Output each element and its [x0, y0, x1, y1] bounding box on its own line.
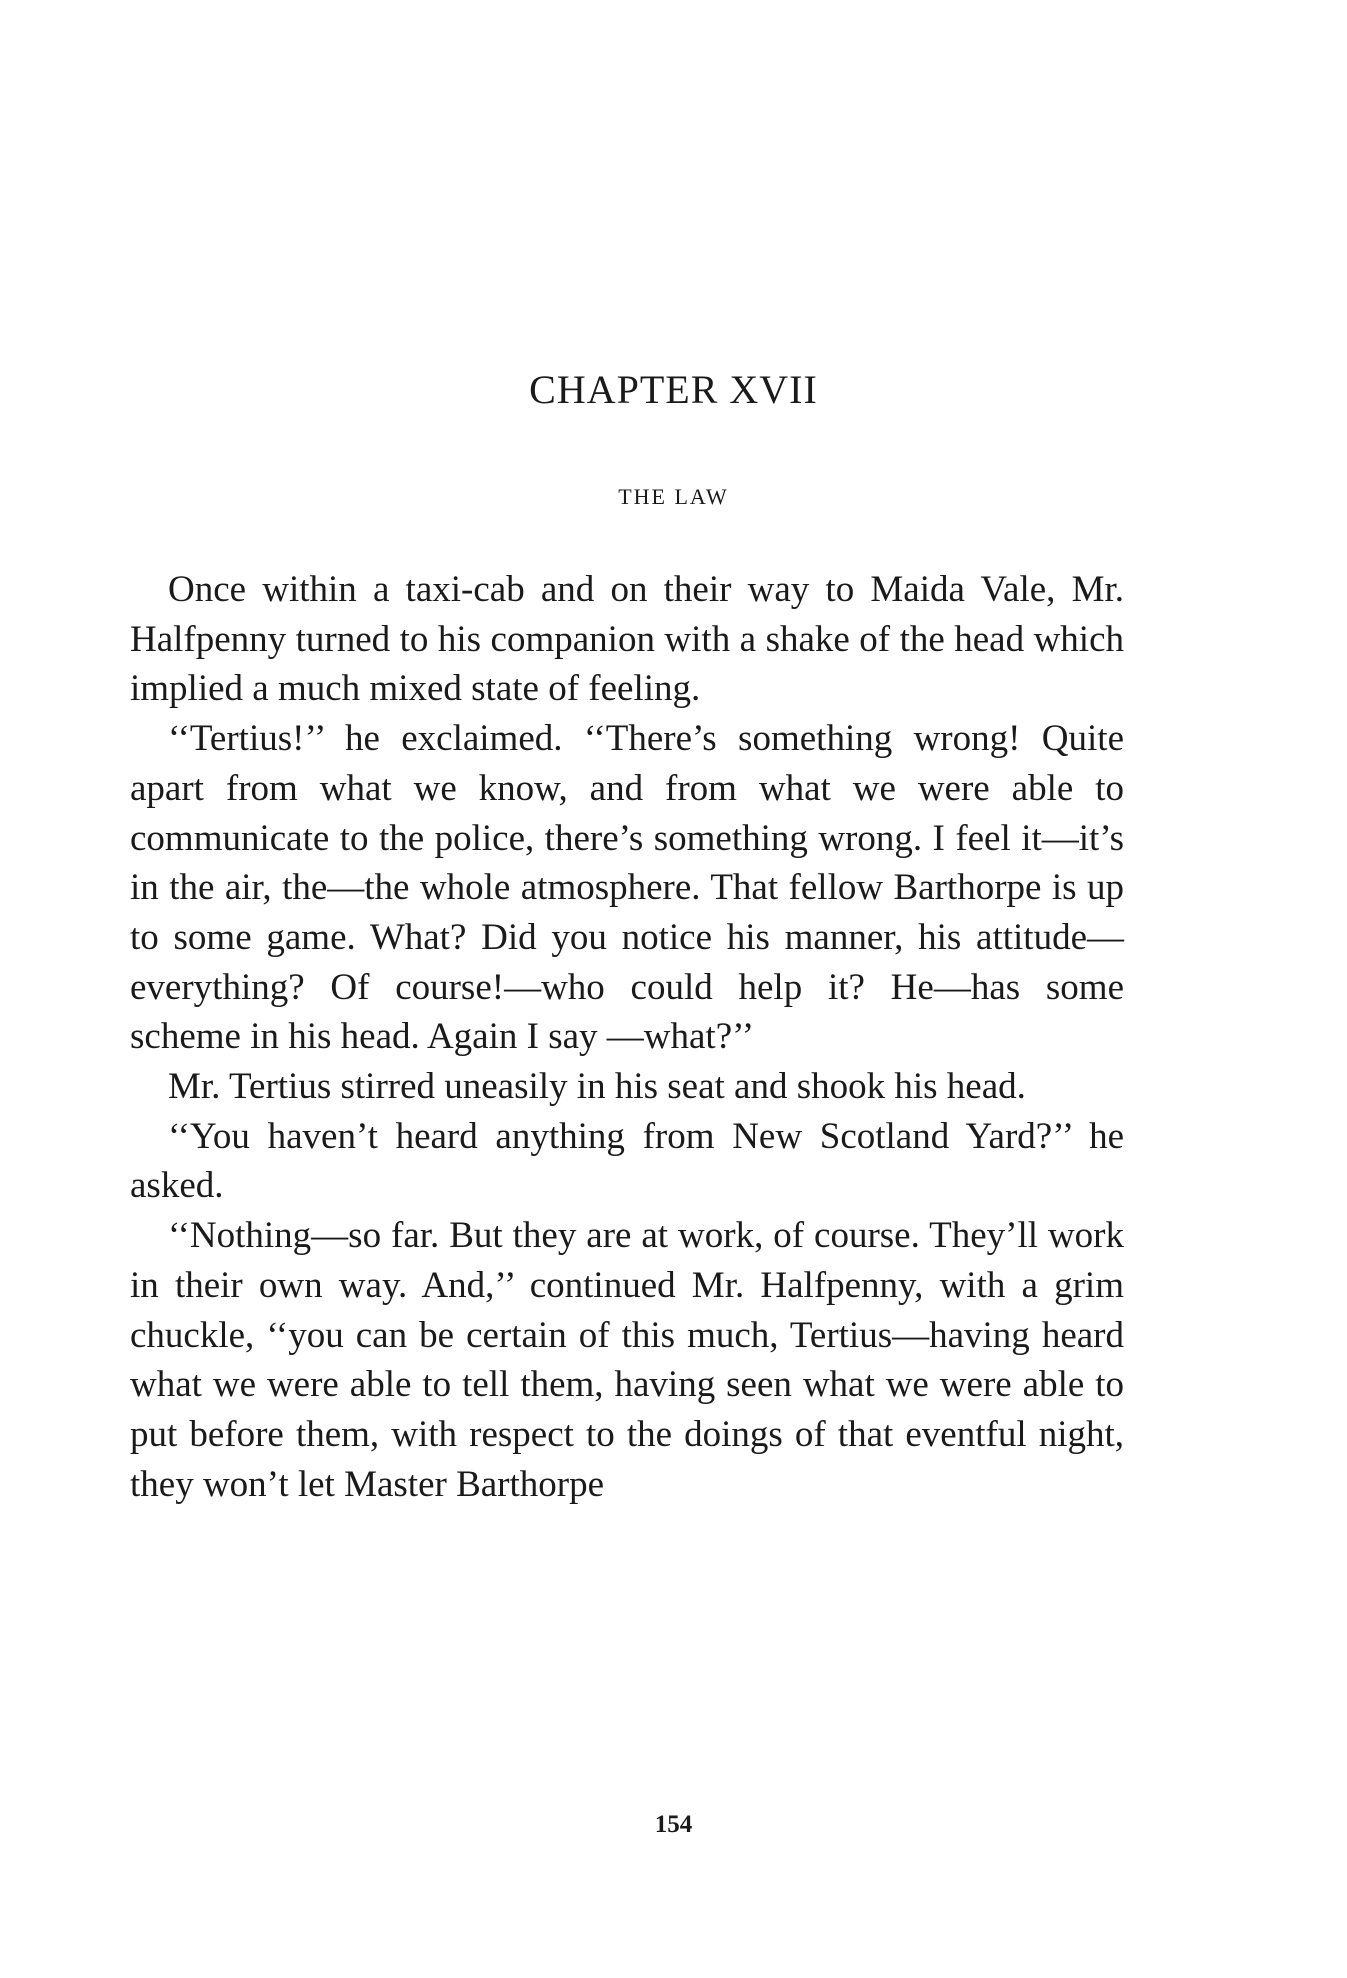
paragraph: ‘‘You haven’t heard anything from New Scotland Yard?’’ he asked.: [130, 1115, 1124, 1207]
paragraph: Mr. Tertius stirred uneasily in his seat and shook his head.: [168, 1066, 1026, 1108]
chapter-heading: CHAPTER XVII: [529, 367, 818, 412]
paragraph: Once within a taxi-cab and on their way to Maida Vale, Mr. Halfpenny turned to his companion with a shake of the head which implied a much mixed state of feeling.: [130, 569, 1124, 710]
paragraph: ‘‘Tertius!’’ he exclaimed. ‘‘There’s something wrong! Quite apart from what we know, and from what we were able to communicate to the police, there’s something wrong. I feel it—it’s in the air, the—the whole atmosphere. That fellow Barthorpe is up to some game. What? Did you notice his manner, his attitude—everything? Of course!—who could help it? He—has some scheme in his head. Again I say —what?’’: [130, 718, 1124, 1058]
body-text: [130, 565, 1124, 1509]
paragraph: ‘‘Nothing—so far. But they are at work, of course. They’ll work in their own way. And,’’ continued Mr. Halfpenny, with a grim chuckle, ‘‘you can be certain of this much, Tertius—having heard what we were able to tell them, having seen what we were able to put before them, with respect to the doings of that eventful night, they won’t let Master Barthorpe: [130, 1215, 1124, 1505]
chapter-subtitle: THE LAW: [618, 484, 729, 509]
page-number: 154: [654, 1811, 693, 1838]
